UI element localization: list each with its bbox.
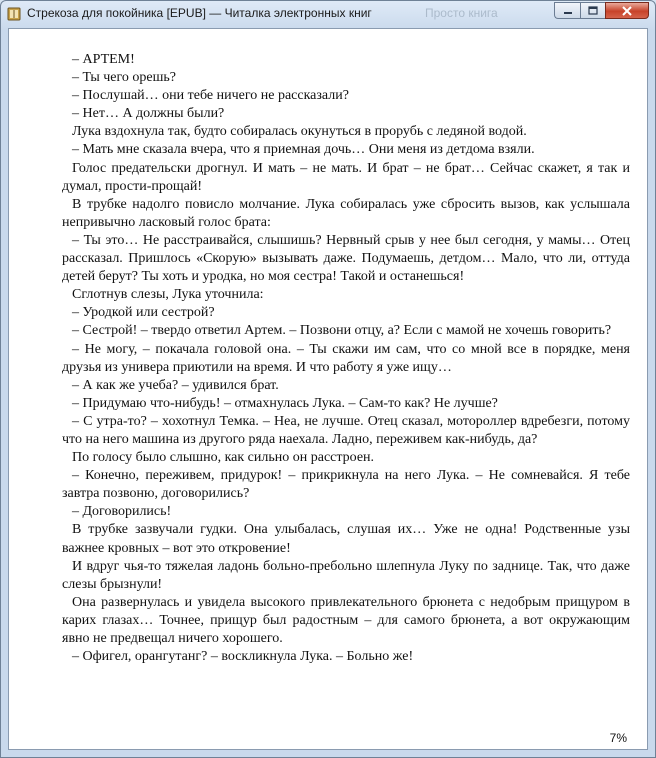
- paragraph: – Нет… А должны были?: [72, 106, 225, 122]
- reading-progress: 7%: [609, 731, 627, 745]
- book-page[interactable]: [8, 28, 648, 750]
- paragraph: – Ты чего орешь?: [72, 70, 177, 86]
- paragraph: – Офигел, орангутанг? – воскликнула Лука. – Больно же!: [72, 649, 414, 665]
- paragraph: В трубке зазвучали гудки. Она улыбалась, слушая их… Уже не одна! Родственные узы важнее кровных – вот это откровение!: [62, 522, 630, 556]
- close-icon: [621, 6, 633, 16]
- close-button[interactable]: [605, 2, 649, 19]
- paragraph: – Послушай… они тебе ничего не рассказали?: [72, 88, 349, 104]
- paragraph: И вдруг чья-то тяжелая ладонь больно-пребольно шлепнула Луку по заднице. Так, что даже слезы брызнули!: [62, 558, 630, 592]
- paragraph: По голосу было слышно, как сильно он расстроен.: [72, 450, 375, 466]
- paragraph: Она развернулась и увидела высокого привлекательного брюнета с недобрым прищуром в карих глазах… Точнее, прищур был радостным – для самого брюнета, а вот окружающим явно не предвещал ничего хорошего.: [62, 594, 630, 646]
- paragraph: Сглотнув слезы, Лука уточнила:: [72, 287, 264, 303]
- window-controls: [554, 2, 649, 20]
- paragraph: – Мать мне сказала вчера, что я приемная дочь… Они меня из детдома взяли.: [72, 142, 535, 158]
- paragraph: В трубке надолго повисло молчание. Лука собиралась уже сбросить вызов, как услышала непривычно ласковый голос брата:: [62, 196, 630, 230]
- paragraph: – Конечно, переживем, придурок! – прикрикнула на него Лука. – Не сомневайся. Я тебе завтра позвоню, договорились?: [62, 468, 630, 502]
- book-icon: [7, 7, 21, 21]
- background-window-title: Просто книга: [425, 6, 498, 20]
- paragraph: – АРТЕМ!: [72, 52, 135, 67]
- paragraph: Лука вздохнула так, будто собиралась окунуться в прорубь с ледяной водой.: [72, 124, 527, 140]
- paragraph: – Придумаю что-нибудь! – отмахнулась Лука. – Сам-то как? Не лучше?: [72, 395, 498, 411]
- minimize-button[interactable]: [554, 2, 580, 19]
- paragraph: – Ты это… Не расстраивайся, слышишь? Нервный срыв у нее был сегодня, у мамы… Отец рассказал. Пришлось «Скорую» вызывать даже. Подумаешь, детдом… Мало, что ли, оттуда детей берут? Ты хоть и уродка, но моя сестра! Такой и останешься!: [62, 232, 630, 285]
- paragraph: – Не могу, – покачала головой она. – Ты скажи им сам, что со мной все в порядке, меня друзья из универа приютили на время. И что работу я уже ищу…: [62, 341, 630, 375]
- minimize-icon: [563, 7, 573, 15]
- paragraph: – А как же учеба? – удивился брат.: [72, 377, 279, 393]
- paragraph: – Сестрой! – твердо ответил Артем. – Позвони отцу, а? Если с мамой не хочешь говорить?: [72, 323, 612, 339]
- maximize-icon: [588, 6, 598, 15]
- paragraph: – Уродкой или сестрой?: [72, 305, 215, 321]
- paragraph: – Договорились!: [72, 504, 172, 520]
- book-text: [62, 51, 630, 666]
- title-bar[interactable]: [1, 1, 655, 27]
- paragraph: Голос предательски дрогнул. И мать – не мать. И брат – не брат… Сейчас скажет, я так и думал, прости-прощай!: [62, 160, 630, 194]
- paragraph: – С утра-то? – хохотнул Темка. – Неа, не лучше. Отец сказал, мотороллер вдребезги, потому что на него машина из другого ряда наехала. Ладно, переживем как-нибудь, да?: [62, 413, 630, 447]
- maximize-button[interactable]: [580, 2, 605, 19]
- window-title: Стрекоза для покойника [EPUB] — Читалка электронных книг: [27, 6, 372, 20]
